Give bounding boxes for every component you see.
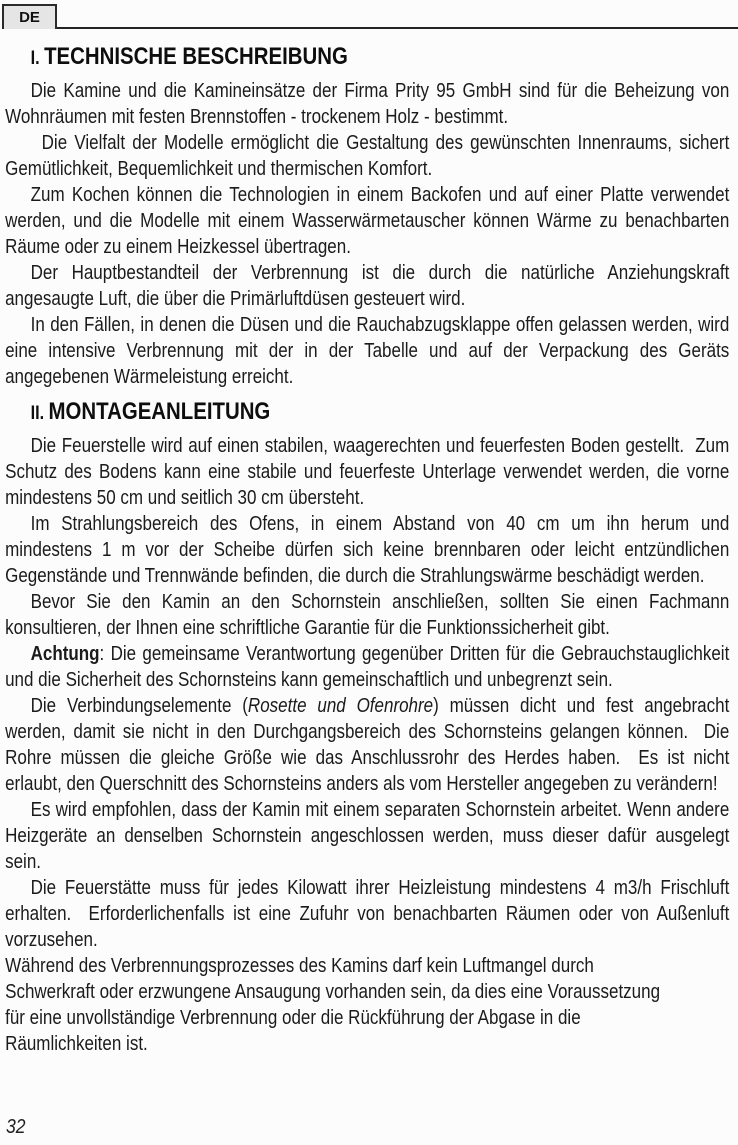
heading-numeral: II. [30,403,49,424]
document-sections [5,43,729,1057]
paragraph [5,693,729,797]
text-run: Der Hauptbestandteil der Verbrennung ist die durch die natürliche Anziehungskraft angesaugte Luft, die über die Primärluftdüsen gesteuert wird. [5,262,730,310]
paragraph [5,797,729,875]
text-column [0,29,729,1057]
paragraph [5,312,729,390]
header-row [0,0,738,29]
heading-title: MONTAGEANLEITUNG [48,398,271,425]
bold-text-run: Achtung [30,643,100,665]
paragraph [5,875,729,953]
page-number-text: 32 [6,1116,26,1138]
paragraph [5,589,729,641]
paragraph [5,953,729,1057]
text-run: Die Vielfalt der Modelle ermöglicht die Gestaltung des gewünschten Innenraums, sichert Gemütlichkeit, Bequemlichkeit und thermischen Komfort. [5,132,730,180]
text-run: Im Strahlungsbereich des Ofens, in einem Abstand von 40 cm um ihn herum und mindestens 1 m vor der Scheibe dürfen sich keine brennbaren oder leicht entzündlichen Gegenstände und Trennwände befinden, die durch die Strahlungswärme beschädigt werden. [5,513,730,587]
page-number [6,1116,26,1139]
paragraph [5,130,729,182]
text-run: Es wird empfohlen, dass der Kamin mit einem separaten Schornstein arbeitet. Wenn andere Heizgeräte an denselben Schornstein angeschlossen werden, muss dieser dafür ausgelegt sein. [5,799,730,873]
language-tab-de [2,4,57,29]
text-run: In den Fällen, in denen die Düsen und die Rauchabzugsklappe offen gelassen werden, wird eine intensive Verbrennung mit der in der Tabelle und auf der Verpackung des Geräts angegebenen Wärmeleistung erreicht. [5,314,730,388]
text-run: Die Verbindungselemente ( [30,695,248,717]
paragraph [5,433,729,511]
paragraph [5,260,729,312]
heading-title: TECHNISCHE BESCHREIBUNG [44,43,348,70]
section-heading [5,398,729,428]
language-tab-label: DE [19,9,40,26]
italic-text-run: Rosette und Ofenrohre [247,695,434,717]
paragraph [5,511,729,589]
text-run: ) müssen dicht und fest angebracht werden, damit sie nicht in den Durchgangsbereich des Schornsteins gelangen können. Die Rohre müssen die gleiche Größe wie das Anschlussrohr des Herdes haben. Es ist nicht erlaubt, den Querschnitt des Schornsteins anders als vom Hersteller angegeben zu verändern! [5,695,730,795]
text-run: Zum Kochen können die Technologien in einem Backofen und auf einer Platte verwendet werden, und die Modelle mit einem Wasserwärmetauscher können Wärme zu benachbarten Räume oder zu einem Heizkessel übertragen. [5,184,730,258]
section-heading [5,43,729,73]
paragraph [5,641,729,693]
heading-numeral: I. [30,48,45,69]
text-run: Während des Verbrennungsprozesses des Kamins darf kein Luftmangel durch Schwerkraft oder erzwungene Ansaugung vorhanden sein, da dies eine Voraussetzung für eine unvollständige Verbrennung oder die Rückführung der Abgase in die Räumlichkeiten ist. [5,955,661,1055]
text-run: Die Feuerstelle wird auf einen stabilen, waagerechten und feuerfesten Boden gestellt. Zum Schutz des Bodens kann eine stabile und feuerfeste Unterlage verwendet werden, die vorne mindestens 50 cm und seitlich 30 cm übersteht. [5,435,730,509]
text-run: Die Kamine und die Kamineinsätze der Firma Prity 95 GmbH sind für die Beheizung von Wohnräumen mit festen Brennstoffen - trockenem Holz - bestimmt. [5,80,730,128]
paragraph [5,78,729,130]
paragraph [5,182,729,260]
text-run: Bevor Sie den Kamin an den Schornstein anschließen, sollten Sie einen Fachmann konsultieren, der Ihnen eine schriftliche Garantie für die Funktionssicherheit gibt. [5,591,730,639]
text-run: : Die gemeinsame Verantwortung gegenüber Dritten für die Gebrauchstauglichkeit und die Sicherheit des Schornsteins kann gemeinschaftlich und unbegrenzt sein. [5,643,730,691]
text-run: Die Feuerstätte muss für jedes Kilowatt ihrer Heizleistung mindestens 4 m3/h Frischluft erhalten. Erforderlichenfalls ist eine Zufuhr von benachbarten Räumen oder von Außenluft vorzusehen. [5,877,730,951]
